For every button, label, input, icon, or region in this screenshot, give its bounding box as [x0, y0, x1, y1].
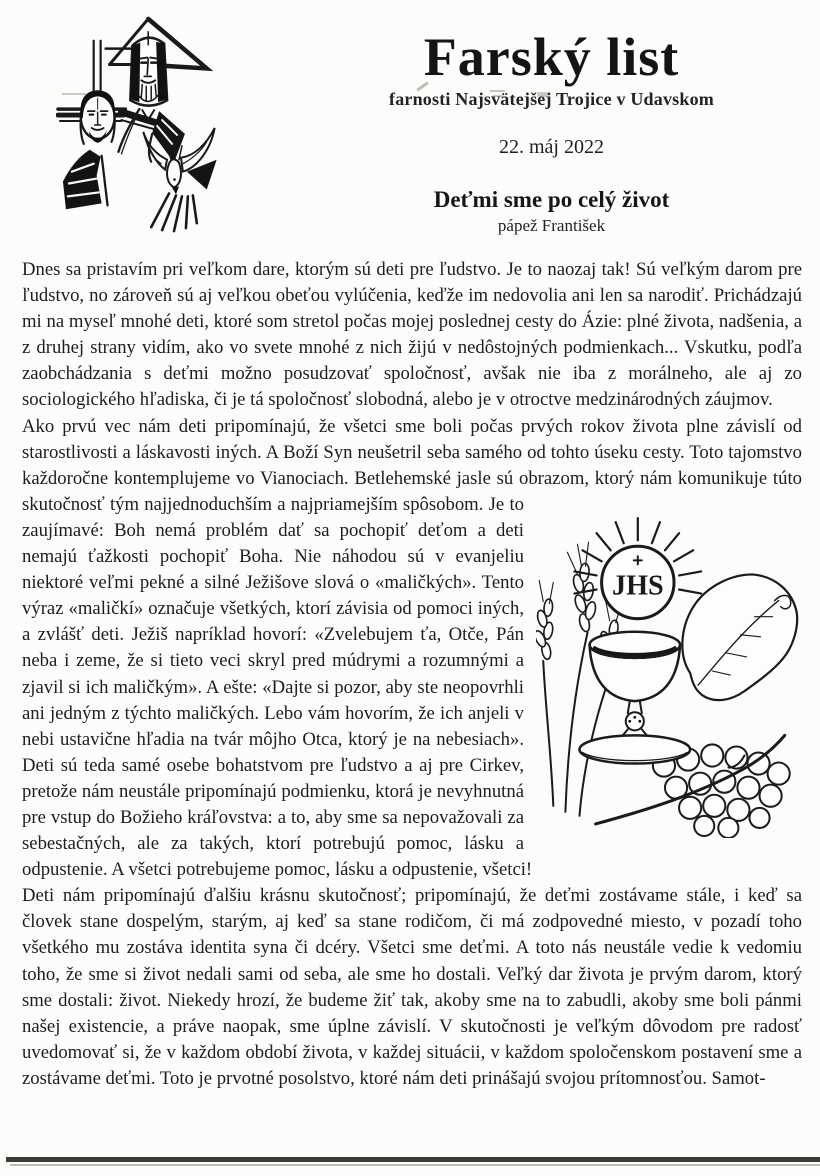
newsletter-subtitle: farnosti Najsvätejšej Trojice v Udavskom: [389, 89, 714, 109]
masthead: [0, 0, 820, 252]
paragraph-2-text-before: Ako prvú vec nám deti pripomínajú, že všetci sme boli počas prvých rokov života plne závislí od starostlivosti a láskavosti iných. A Boží Syn neušetril seba samého od tohto úseku cesty. Toto tajomstvo každoročne kontemplujeme vo Vianociach. Betlehemské jasle sú obrazom, ktorý nám komunikuje túto skutočnosť tým najjednoduchším a najpriamejším: [22, 415, 802, 515]
paragraph-2: [22, 414, 802, 884]
jhs-monogram: JHS: [611, 570, 664, 602]
holy-trinity-icon: [56, 14, 294, 234]
holy-trinity-illustration: [56, 14, 294, 234]
issue-date: 22. máj 2022: [499, 136, 604, 158]
bottom-rule-shadow: [10, 1164, 820, 1166]
bottom-rule: [6, 1157, 820, 1162]
father-figure-icon: [118, 32, 184, 163]
eucharist-illustration: [536, 504, 802, 838]
eucharist-icon: [536, 504, 802, 838]
article-title: Deťmi sme po celý život: [433, 187, 670, 212]
newsletter-title: Farský list: [423, 27, 680, 87]
article-body: [22, 257, 802, 1092]
paragraph-3: Deti nám pripomínajú ďalšiu krásnu skutočnosť; pripomínajú, že deťmi zostávame stále, i keď sa človek stane dospelým, starým, aj keď sa stane rodičom, či má zodpovedné miesto, v pozadí toho všetkého mu zostáva identita syna či dcéry. Všetci sme deťmi. A toto nás neustále vedie k vedomiu toho, že sme si život nedali sami od seba, ale sme ho dostali. Veľký dar života je prvým darom, ktorý sme dostali: život. Niekedy hrozí, že budeme žiť tak, akoby sme na to zabudli, akoby sme boli pánmi našej existencie, a práve naopak, sme úplne závislí. V skutočnosti je veľkým dôvodom pre radosť uvedomovať si, že v každom období života, v každej situácii, v každom spoločenskom postavení sme a zostávame deťmi. Toto je prvotné posolstvo, ktoré nám deti prinášajú svojou prítomnosťou. Samot-: [22, 885, 802, 1089]
article-author: pápež František: [497, 216, 606, 235]
paragraph-1: Dnes sa pristavím pri veľkom dare, ktorým sú deti pre ľudstvo. Je to naozaj tak! Sú veľkým darom pre ľudstvo, no zároveň sú aj veľkou obeťou vylúčenia, keďže im nedovolia ani len sa narodiť. Prichádzajú mi na myseľ mnohé deti, ktoré som stretol počas mojej poslednej cesty do Ázie: plné života, nadšenia, a z druhej strany vidím, ako vo svete mnohé z nich žijú v nedôstojných podmienkach... Vskutku, podľa zaobchádzania s deťmi možno posudzovať spoločnosť, avšak nie iba z morálneho, ale aj zo sociologického hľadiska, či je tá spoločnosť slobodná, alebo je v otroctve medzinárodných záujmov.: [22, 259, 802, 411]
chalice-icon: [579, 632, 690, 764]
paragraph-2-text-after: spôsobom. Je to zaujímavé: Boh nemá problém dať sa pochopiť deťom a deti nemajú ťažkosti pochopiť Boha. Nie náhodou sú v evanjeliu niektoré veľmi pekné a silné Ježišove slová o «maličkých». Tento výraz «maličkí» označuje všetkých, ktorí závisia od pomoci iných, a zvlášť deti. Ježiš napríklad hovorí: «Zvelebujem ťa, Otče, Pán neba i zeme, že si tieto veci skryl pred múdrymi a rozumnými a zjavil si ich maličkým». A ešte: «Dajte si pozor, aby ste neopovrhli ani jedným z týchto maličkých. Lebo vám hovorím, že ich anjeli v nebi ustavične hľadia na tvár môjho Otca, ktorý je na nebesiach». Deti sú teda samé osebe bohatstvom pre ľudstvo a aj pre Cirkev, pretože nám neustále pripomínajú podmienku, ktorá je nevyhnutná pre vstup do Božieho kráľovstva: a to, aby sme sa nepovažovali za sebestačných, ale za takých, ktorí potrebujú pomoc, lásku a odpustenie. A všetci potrebujeme pomoc, lásku a odpustenie, všetci!: [22, 493, 533, 881]
rays-icon: [151, 193, 197, 231]
masthead-text: [295, 27, 808, 236]
